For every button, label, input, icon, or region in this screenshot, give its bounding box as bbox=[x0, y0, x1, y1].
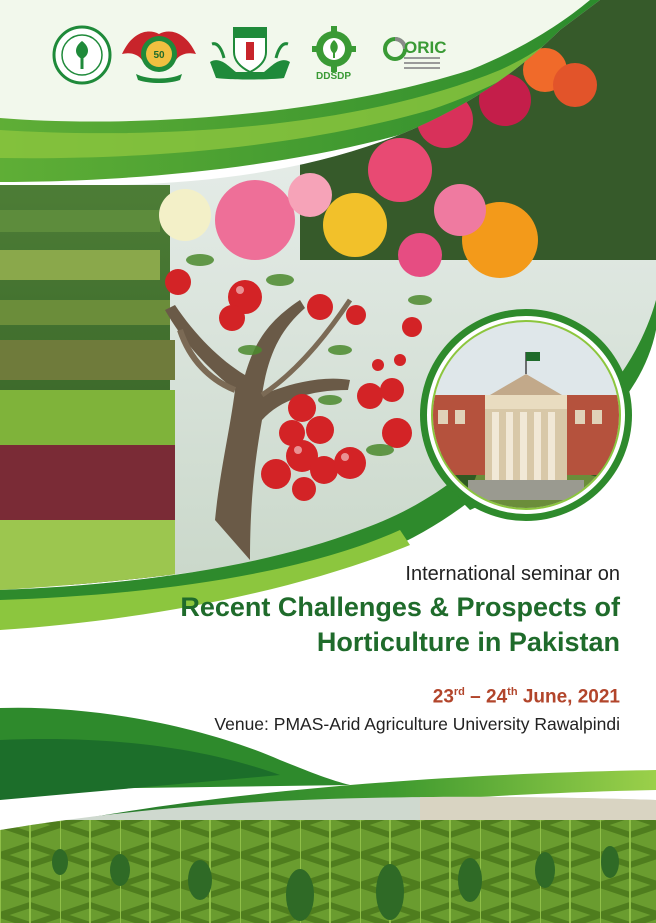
seminar-title-line-2: Horticulture in Pakistan bbox=[316, 627, 620, 657]
date-day-2: 24 bbox=[486, 686, 508, 708]
date-suffix-1: rd bbox=[453, 686, 465, 698]
university-seal-logo bbox=[52, 25, 112, 85]
seminar-dates: 23rd – 24th June, 2021 bbox=[432, 686, 620, 708]
seminar-intro: International seminar on bbox=[405, 563, 620, 585]
seminar-title-line-1: Recent Challenges & Prospects of bbox=[180, 592, 620, 622]
date-suffix-2: th bbox=[507, 686, 518, 698]
svg-text:50: 50 bbox=[153, 50, 165, 61]
oric-caption: ORIC bbox=[404, 38, 447, 57]
seminar-title bbox=[180, 590, 620, 660]
jubilee-emblem-logo bbox=[118, 24, 200, 86]
date-day-1: 23 bbox=[432, 686, 454, 708]
seminar-venue: Venue: PMAS-Arid Agriculture University Rawalpindi bbox=[214, 714, 620, 734]
date-month-year: June, 2021 bbox=[517, 686, 620, 708]
sponsor-logos bbox=[0, 0, 656, 110]
ddsdp-caption: DDSDP bbox=[316, 71, 352, 82]
shield-crest-logo bbox=[206, 22, 294, 86]
oric-subtitle-lines bbox=[404, 57, 440, 69]
ddsdp-gear-logo bbox=[308, 26, 360, 72]
